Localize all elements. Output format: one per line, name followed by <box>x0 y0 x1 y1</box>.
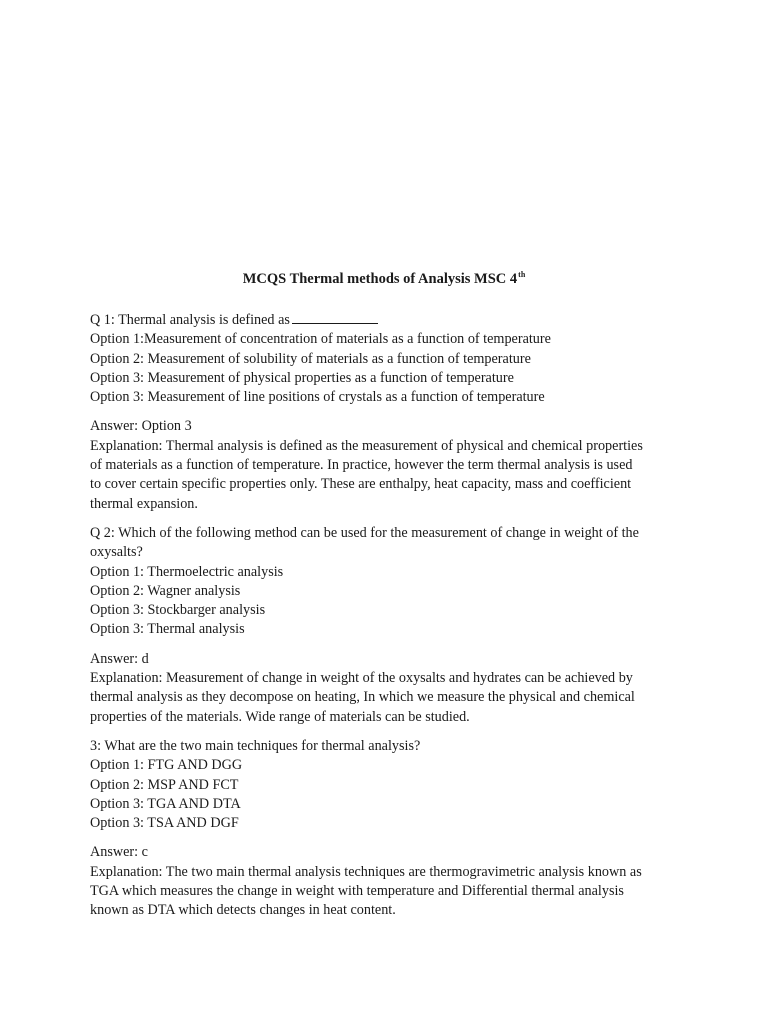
fill-in-blank <box>292 312 378 324</box>
question-3-option-3: Option 3: TGA AND DTA <box>90 795 241 812</box>
question-1-answer-block <box>90 417 690 513</box>
question-2-explanation-line-1: Explanation: Measurement of change in weight of the oxysalts and hydrates can be achieved by <box>90 670 633 687</box>
question-2-option-2: Option 2: Wagner analysis <box>90 582 241 599</box>
question-2-text-line-1: Q 2: Which of the following method can be used for the measurement of change in weight of the <box>90 524 639 541</box>
question-2-explanation-line-3: properties of the materials. Wide range of materials can be studied. <box>90 708 470 725</box>
title-text: MCQS Thermal methods of Analysis MSC 4 <box>242 271 518 287</box>
question-3-explanation-line-2: TGA which measures the change in weight with temperature and Differential thermal analysis <box>90 883 624 900</box>
question-1-option-4: Option 3: Measurement of line positions of crystals as a function of temperature <box>90 389 545 406</box>
question-3-answer: Answer: c <box>90 844 148 861</box>
question-2-answer: Answer: d <box>90 650 149 667</box>
document-body <box>90 311 690 931</box>
question-1-option-2: Option 2: Measurement of solubility of materials as a function of temperature <box>90 350 531 367</box>
question-3-option-1: Option 1: FTG AND DGG <box>90 757 243 774</box>
question-3-explanation-line-3: known as DTA which detects changes in heat content. <box>90 902 396 919</box>
question-2-explanation-line-2: thermal analysis as they decompose on heating, In which we measure the physical and chemical <box>90 689 635 706</box>
question-2-text-line-2: oxysalts? <box>90 544 143 561</box>
question-3-explanation-line-1: Explanation: The two main thermal analysis techniques are thermogravimetric analysis known as <box>90 863 642 880</box>
question-2-option-3: Option 3: Stockbarger analysis <box>90 602 266 619</box>
question-2-option-1: Option 1: Thermoelectric analysis <box>90 563 284 580</box>
question-3-option-2: Option 2: MSP AND FCT <box>90 776 239 793</box>
title-superscript: th <box>518 270 526 279</box>
question-1-explanation-line-4: thermal expansion. <box>90 495 198 512</box>
question-1-explanation-line-2: of materials as a function of temperature. In practice, however the term thermal analysis is used <box>90 457 633 474</box>
question-3-text: 3: What are the two main techniques for thermal analysis? <box>90 737 421 754</box>
question-1-block <box>90 311 690 407</box>
question-1-explanation-line-3: to cover certain specific properties only. These are enthalpy, heat capacity, mass and coefficient <box>90 476 632 493</box>
question-1-explanation-line-1: Explanation: Thermal analysis is defined as the measurement of physical and chemical properties <box>90 437 643 454</box>
question-3-block <box>90 737 690 833</box>
question-1-text: Q 1: Thermal analysis is defined as <box>90 311 690 330</box>
question-2-block <box>90 524 690 640</box>
document-title <box>0 270 768 288</box>
question-2-option-4: Option 3: Thermal analysis <box>90 621 245 638</box>
question-1-option-3: Option 3: Measurement of physical properties as a function of temperature <box>90 369 514 386</box>
question-3-option-4: Option 3: TSA AND DGF <box>90 815 239 832</box>
question-2-answer-block <box>90 650 690 727</box>
question-1-option-1: Option 1:Measurement of concentration of materials as a function of temperature <box>90 331 551 348</box>
question-1-answer: Answer: Option 3 <box>90 418 192 435</box>
question-3-answer-block <box>90 843 690 920</box>
